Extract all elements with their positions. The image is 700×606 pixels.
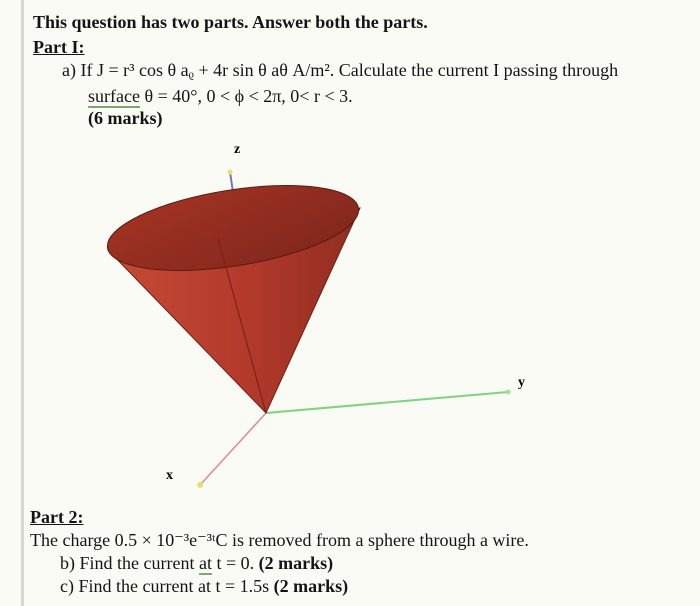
part2-b-marks: (2 marks) — [258, 553, 334, 573]
part1-a-surface-word: surface — [88, 86, 140, 106]
part2-b-at-word: at — [198, 553, 212, 573]
part2-b-line — [60, 553, 333, 574]
part1-a-line1 — [62, 60, 618, 81]
part1-heading: Part I: — [33, 37, 85, 57]
part2-c-line — [60, 576, 348, 597]
y-axis — [266, 392, 508, 413]
cone-figure — [78, 130, 598, 500]
axis-label-x: x — [166, 468, 173, 483]
question-title: This question has two parts. Answer both the parts. — [33, 12, 428, 32]
z-axis-tip — [228, 170, 233, 175]
x-axis-tip — [197, 482, 203, 488]
part2-b-text-b: t = 0. — [211, 553, 259, 573]
part2-c-text: Find the current at t = 1.5s — [78, 576, 274, 596]
part2-c-marks: (2 marks) — [273, 576, 349, 596]
part1-a-line2 — [88, 86, 353, 107]
part1-a-conditions: θ = 40°, 0 < ϕ < 2π, 0< r < 3. — [139, 86, 353, 106]
part1-a-marks: (6 marks) — [88, 108, 163, 128]
part2-c-marker: c) — [60, 576, 74, 596]
axis-label-y: y — [518, 375, 525, 390]
y-axis-tip — [506, 390, 511, 395]
part2-b-marker: b) — [60, 553, 75, 573]
part2-heading: Part 2: — [30, 507, 84, 527]
part1-a-marker: a) — [62, 60, 76, 80]
part2-intro: The charge 0.5 × 10⁻³e⁻³ᵗC is removed from a sphere through a wire. — [30, 530, 529, 550]
axis-label-z: z — [234, 142, 241, 157]
part2-b-text-a: Find the current — [79, 553, 199, 573]
x-axis — [200, 413, 266, 485]
part1-a-text: If J = r³ cos θ aᵨ + 4r sin θ aθ A/m². Calculate the current I passing through — [80, 60, 619, 80]
